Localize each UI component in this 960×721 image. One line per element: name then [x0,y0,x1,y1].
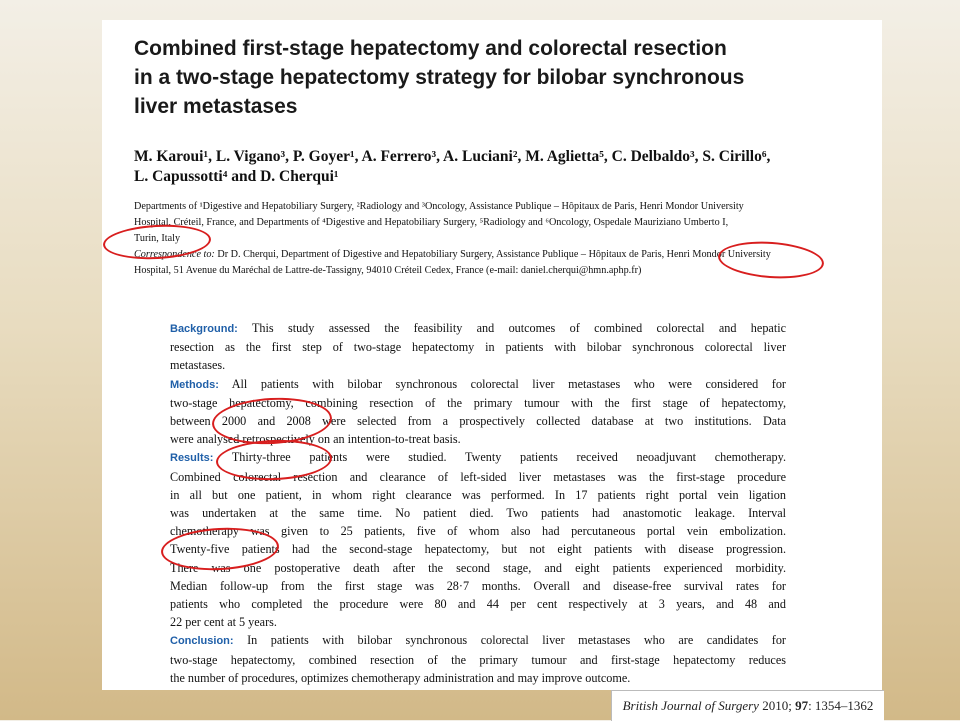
abstract-line: resection as the first step of two-stage hepatectomy in patients with bilobar synchronous colorectal liver [170,340,786,355]
abstract-line: 22 per cent at 5 years. [170,615,277,630]
abstract-line: was undertaken at the same time. No patient died. Two patients had anastomotic leakage. Interval [170,506,786,521]
citation-year: 2010; [758,698,796,713]
author-list [134,147,874,187]
abstract-line: metastases. [170,358,226,373]
abstract [170,319,786,687]
citation-pages: : 1354–1362 [808,698,874,713]
background-heading: Background: [170,323,238,335]
journal-name: British Journal of Surgery [622,698,759,713]
abstract-line [170,375,786,394]
correspondence-label: Correspondence to: [134,249,215,260]
abstract-line: two-stage hepatectomy, combining resection of the primary tumour with the first stage of hepatectomy, [170,395,786,410]
abstract-text: Thirty-three patients were studied. Twenty patients received neoadjuvant chemotherapy. [213,450,786,465]
abstract-line [170,631,786,650]
conclusion-heading: Conclusion: [170,635,234,648]
results-heading: Results: [170,452,214,465]
abstract-line: the number of procedures, optimizes chemotherapy administration and may improve outcome. [170,670,631,685]
title-line: in a two-stage hepatectomy strategy for bilobar synchronous [134,66,745,89]
abstract-line [170,319,786,338]
methods-heading: Methods: [170,378,219,391]
affiliation-line: Hospital, Créteil, France, and Departments of ⁴Digestive and Hepatobiliary Surgery, ⁵Radiology and ⁶Oncology, Ospedale Mauriziano Umberto I, [134,217,729,228]
abstract-line: chemotherapy was given to 25 patients, five of whom also had percutaneous portal vein embolization. [170,524,786,539]
abstract-line: in all but one patient, in whom right clearance was performed. In 17 patients right portal vein ligation [170,487,786,502]
abstract-text: This study assessed the feasibility and outcomes of combined colorectal and hepatic [237,321,786,335]
correspondence-line: Hospital, 51 Avenue du Maréchal de Lattre-de-Tassigny, 94010 Créteil Cedex, France (e-mail: daniel.cherqui@hmn.aphp.fr) [134,265,642,276]
article-title [134,34,874,121]
journal-citation [611,690,884,721]
abstract-line: were analysed retrospectively on an intention-to-treat basis. [170,432,461,447]
affiliation-line: Departments of ¹Digestive and Hepatobiliary Surgery, ²Radiology and ³Oncology, Assistance Publique – Hôpitaux de Paris, Henri Mondor University [134,201,744,212]
correspondence-text: Dr D. Cherqui, Department of Digestive and Hepatobiliary Surgery, Assistance Publique – Hôpitaux de Paris, Henri Mondor University [214,249,771,260]
abstract-line: patients who completed the procedure were 80 and 44 per cent respectively at 3 years, and 48 and [170,597,786,612]
author-line: L. Capussotti⁴ and D. Cherqui¹ [134,168,339,185]
abstract-line: Combined colorectal resection and clearance of left-sided liver metastases was the first-stage procedure [170,469,786,484]
abstract-text: All patients with bilobar synchronous colorectal liver metastases who were considered for [218,376,786,391]
abstract-line: Twenty-five patients had the second-stage hepatectomy, but not eight patients with disease progression. [170,542,786,557]
abstract-line: between 2000 and 2008 were selected from a prospectively collected database at two institutions. Data [170,414,786,429]
affiliation-line: Turin, Italy [134,233,181,244]
citation-volume: 97 [795,698,809,713]
title-line: Combined first-stage hepatectomy and colorectal resection [134,37,727,60]
title-line: liver metastases [134,95,298,118]
abstract-line: There was one postoperative death after the second stage, and eight patients experienced morbidity. [170,560,786,575]
abstract-text: In patients with bilobar synchronous colorectal liver metastases who are candidates for [233,633,786,648]
abstract-line: two-stage hepatectomy, combined resection of the primary tumour and first-stage hepatectomy reduces [170,652,786,667]
abstract-line: Median follow-up from the first stage was 28·7 months. Overall and disease-free survival rates for [170,578,786,593]
author-line: M. Karoui¹, L. Vigano³, P. Goyer¹, A. Ferrero³, A. Luciani², M. Aglietta⁵, C. Delbaldo³, S. Cirillo⁶, [134,148,771,165]
